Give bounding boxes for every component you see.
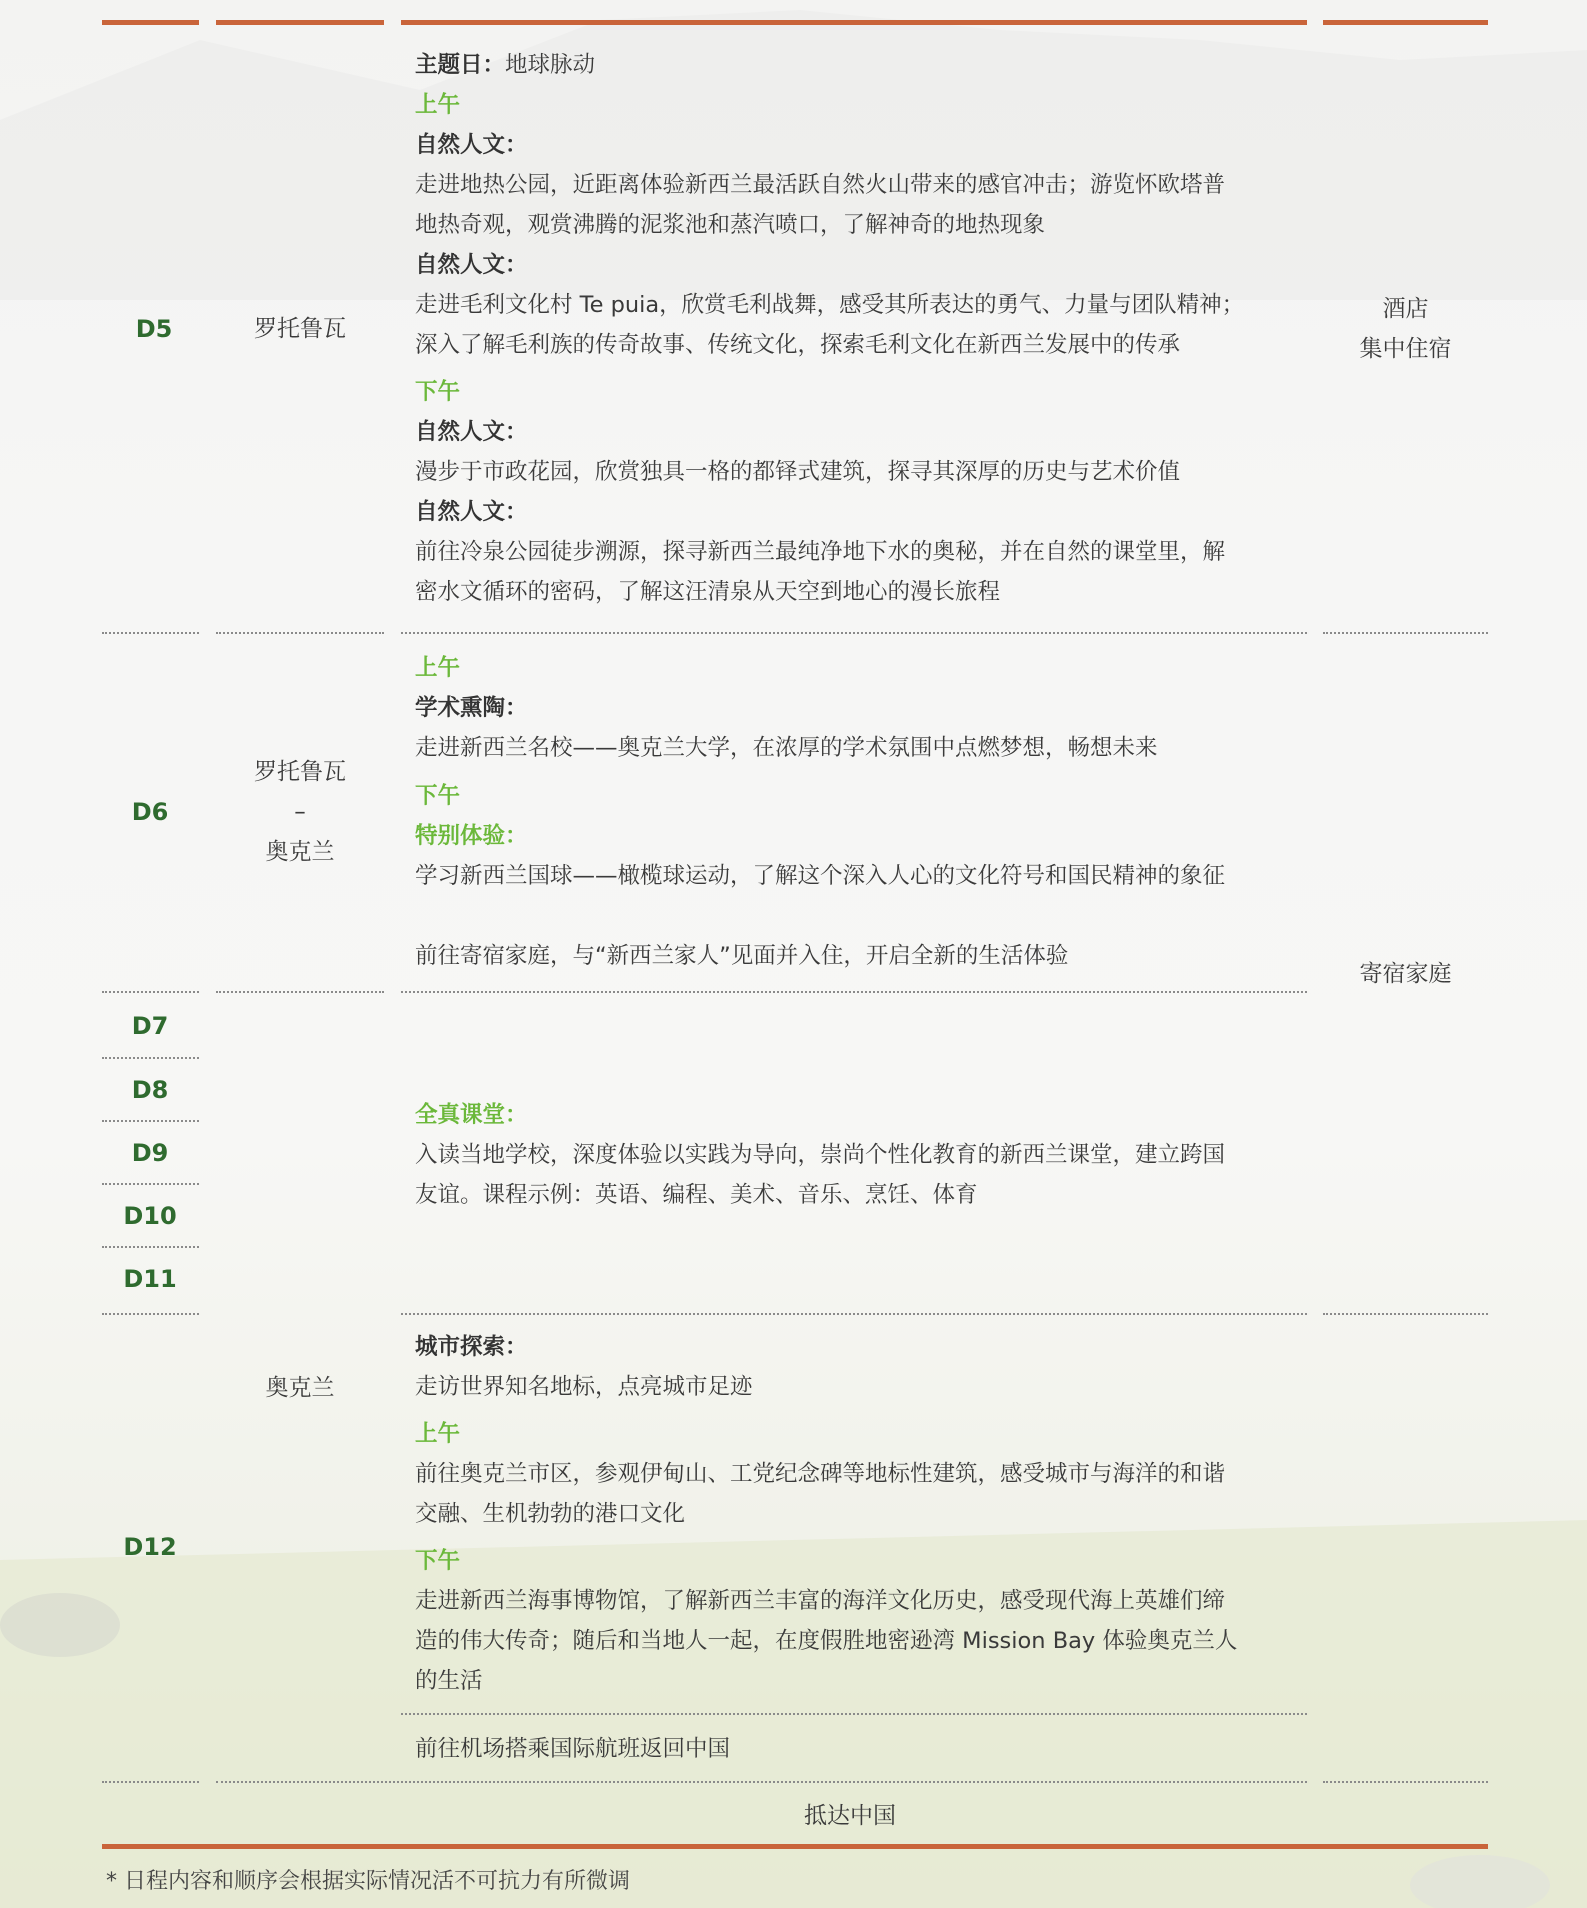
d12-departure-text: 前往机场搭乘国际航班返回中国	[415, 1736, 731, 1762]
day-divider	[102, 1183, 199, 1185]
d12-morning-heading: 上午	[415, 1421, 461, 1447]
top-rule-content	[401, 20, 1307, 25]
day-divider	[102, 1246, 199, 1248]
d6-afternoon-heading: 下午	[415, 783, 461, 809]
d6-section-heading: 学术熏陶：	[415, 695, 528, 721]
d5-section-heading: 自然人文：	[415, 419, 528, 445]
d12-afternoon-heading: 下午	[415, 1548, 461, 1574]
d5-morning-heading: 上午	[415, 92, 461, 118]
day-divider	[102, 1120, 199, 1122]
row-divider	[401, 991, 1307, 993]
row-divider	[401, 1313, 1307, 1315]
day-label-d10: D10	[123, 1202, 177, 1230]
d12-text: 走访世界知名地标，点亮城市足迹	[415, 1374, 753, 1400]
d6-text: 前往寄宿家庭，与“新西兰家人”见面并入住，开启全新的生活体验	[415, 943, 1069, 969]
d5-section-heading: 自然人文：	[415, 252, 528, 278]
stay-hotel-line1: 酒店	[1382, 296, 1429, 322]
d5-text: 地热奇观，观赏沸腾的泥浆池和蒸汽喷口，了解神奇的地热现象	[415, 212, 1046, 238]
d12-text: 交融、生机勃勃的港口文化	[415, 1501, 686, 1527]
d6-special-heading: 特别体验：	[415, 823, 528, 849]
row-divider	[216, 991, 384, 993]
day-label-d5: D5	[135, 315, 173, 343]
row-divider	[216, 632, 384, 634]
d12-text: 前往奥克兰市区，参观伊甸山、工党纪念碑等地标性建筑，感受城市与海洋的和谐	[415, 1461, 1226, 1487]
d5-text: 走进毛利文化村 Te puia，欣赏毛利战舞，感受其所表达的勇气、力量与团队精神；	[415, 292, 1245, 318]
city-auckland: 奥克兰	[265, 1375, 335, 1401]
d6-text: 学习新西兰国球——橄榄球运动，了解这个深入人心的文化符号和国民精神的象征	[415, 863, 1226, 889]
day-label-d12: D12	[123, 1533, 177, 1561]
d6-text: 走进新西兰名校——奥克兰大学，在浓厚的学术氛围中点燃梦想，畅想未来	[415, 735, 1158, 761]
d5-section-heading: 自然人文：	[415, 499, 528, 525]
row-divider	[1323, 1781, 1488, 1783]
row-divider	[102, 632, 199, 634]
d12-text: 造的伟大传奇；随后和当地人一起，在度假胜地密逊湾 Mission Bay 体验奥克兰人	[415, 1628, 1238, 1654]
day-label-d6: D6	[131, 798, 169, 826]
d5-text: 前往冷泉公园徒步溯源，探寻新西兰最纯净地下水的奥秘，并在自然的课堂里，解	[415, 539, 1226, 565]
d5-afternoon-heading: 下午	[415, 379, 461, 405]
school-text: 友谊。课程示例：英语、编程、美术、音乐、烹饪、体育	[415, 1182, 978, 1208]
day-label-d9: D9	[131, 1139, 169, 1167]
top-rule-stay	[1323, 20, 1488, 25]
d5-text: 深入了解毛利族的传奇故事、传统文化，探索毛利文化在新西兰发展中的传承	[415, 332, 1181, 358]
d5-text: 漫步于市政花园，欣赏独具一格的都铎式建筑，探寻其深厚的历史与艺术价值	[415, 459, 1181, 485]
footnote: * 日程内容和顺序会根据实际情况活不可抗力有所微调	[106, 1869, 630, 1894]
row-divider	[102, 1313, 199, 1315]
d5-section-heading: 自然人文：	[415, 132, 528, 158]
city-d6-to: 奥克兰	[265, 839, 335, 865]
stay-hotel-line2: 集中住宿	[1359, 336, 1452, 362]
d12-text: 走进新西兰海事博物馆，了解新西兰丰富的海洋文化历史，感受现代海上英雄们缔	[415, 1588, 1226, 1614]
school-heading: 全真课堂：	[415, 1102, 528, 1128]
city-d6-from: 罗托鲁瓦	[254, 759, 346, 785]
theme-value: 地球脉动	[505, 52, 596, 78]
row-divider	[1323, 632, 1488, 634]
d5-theme	[415, 45, 1295, 85]
content-divider	[401, 1713, 1307, 1715]
day-label-d7: D7	[131, 1012, 169, 1040]
d12-section-heading: 城市探索：	[415, 1334, 528, 1360]
city-d6-dash: –	[294, 799, 306, 825]
arrival-text: 抵达中国	[804, 1803, 896, 1829]
day-label-d8: D8	[131, 1076, 169, 1104]
city-d5: 罗托鲁瓦	[254, 316, 346, 342]
row-divider	[401, 632, 1307, 634]
day-label-d11: D11	[123, 1265, 177, 1293]
d5-text: 密水文循环的密码，了解这汪清泉从天空到地心的漫长旅程	[415, 579, 1001, 605]
top-rule-city	[216, 20, 384, 25]
day-divider	[102, 1057, 199, 1059]
d12-text: 的生活	[415, 1668, 483, 1694]
theme-label: 主题日：	[415, 52, 506, 78]
row-divider	[102, 1781, 199, 1783]
row-divider	[216, 1781, 1307, 1783]
stay-homestay: 寄宿家庭	[1359, 961, 1452, 987]
d5-text: 走进地热公园，近距离体验新西兰最活跃自然火山带来的感官冲击；游览怀欧塔普	[415, 172, 1226, 198]
row-divider	[1323, 1313, 1488, 1315]
top-rule-day	[102, 20, 199, 25]
d6-morning-heading: 上午	[415, 655, 461, 681]
row-divider	[102, 991, 199, 993]
bottom-rule	[102, 1844, 1488, 1849]
school-text: 入读当地学校，深度体验以实践为导向，崇尚个性化教育的新西兰课堂，建立跨国	[415, 1142, 1226, 1168]
